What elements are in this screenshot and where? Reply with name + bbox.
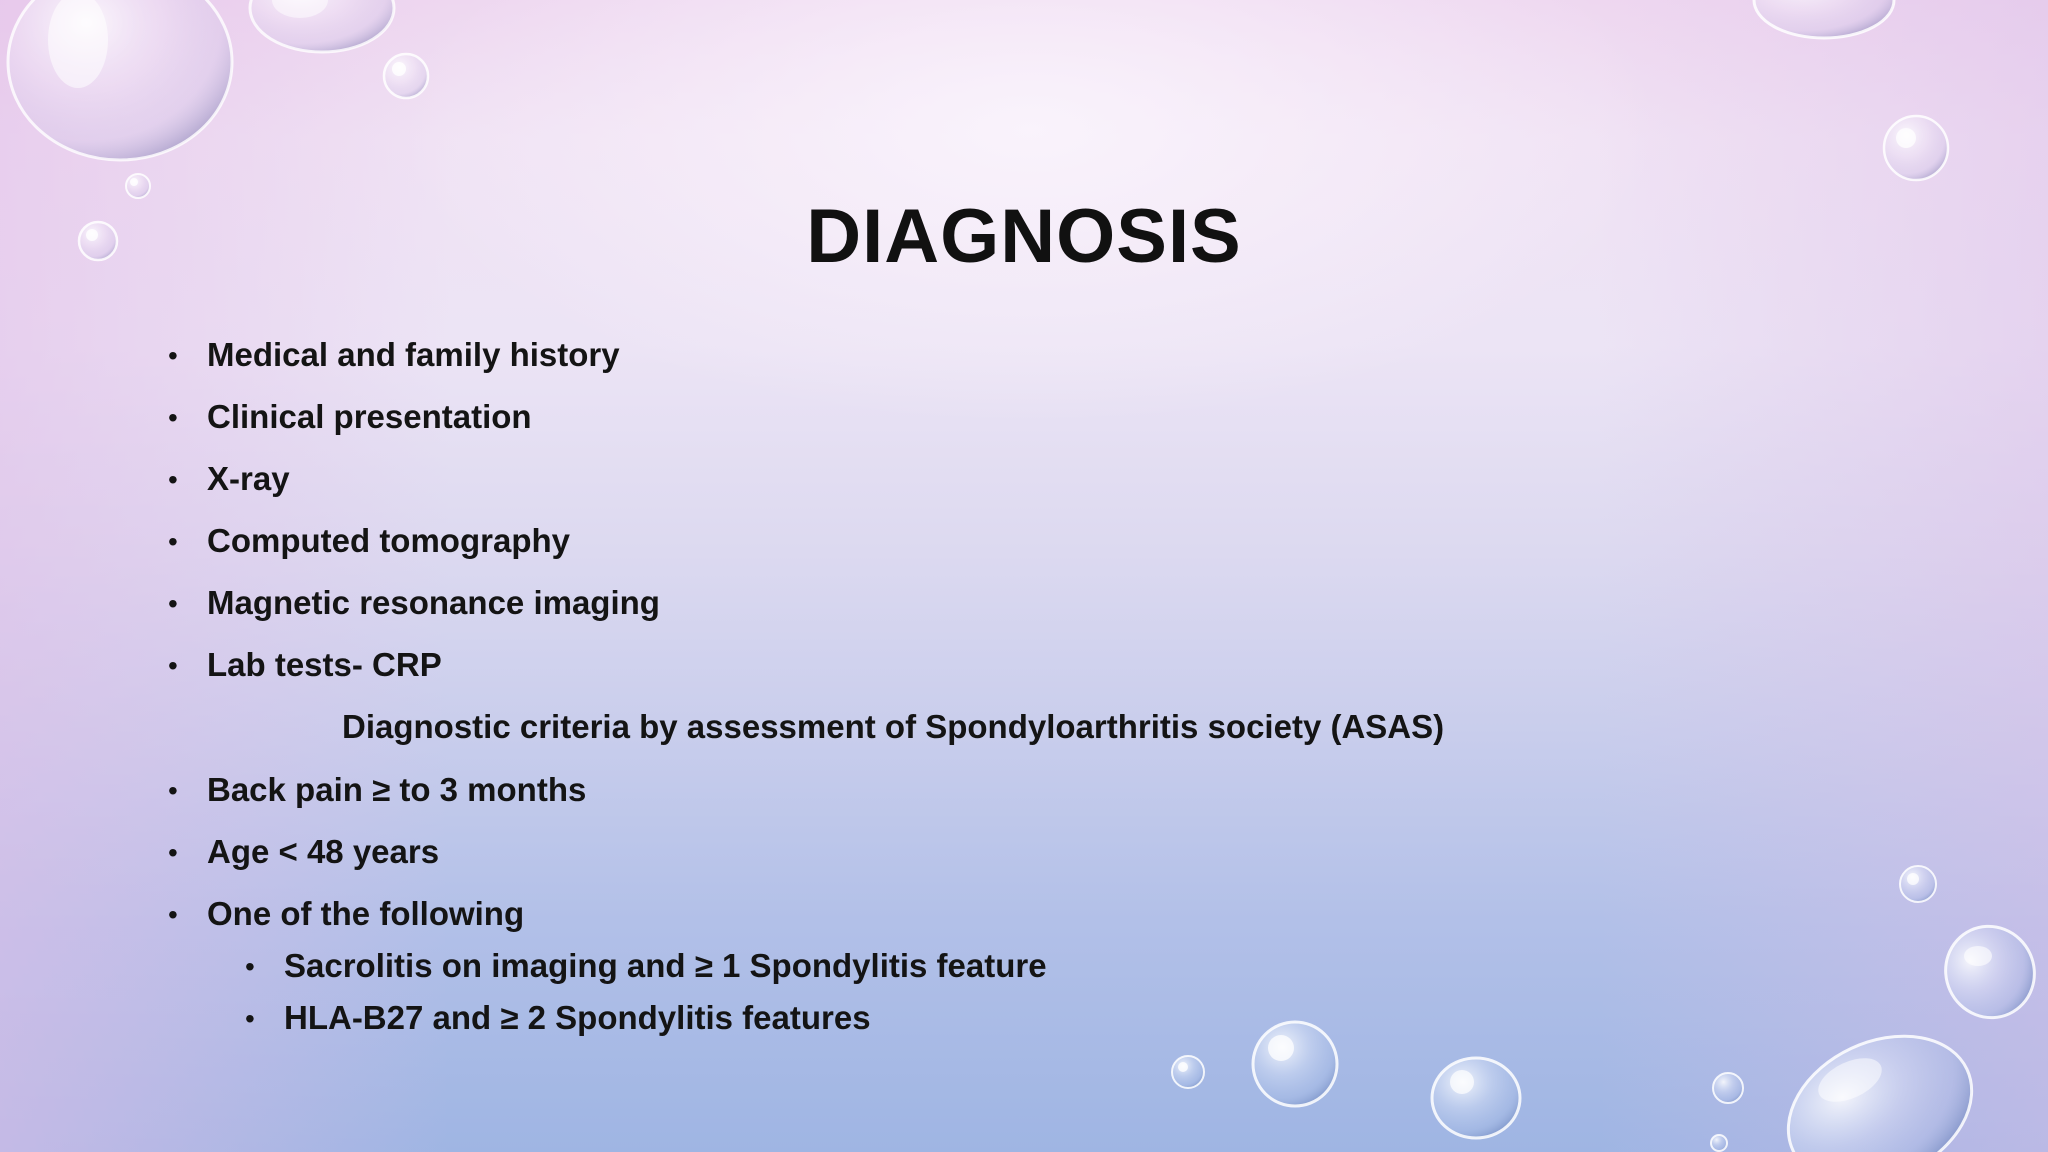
sub-criteria-text: Sacrolitis on imaging and ≥ 1 Spondylitis feature [284, 947, 1047, 984]
bullet-text: Computed tomography [207, 522, 570, 559]
bullet-text: Clinical presentation [207, 398, 532, 435]
criteria-text: Age < 48 years [207, 833, 440, 870]
bullet-dot-icon: • [245, 1003, 255, 1034]
bullet-dot-icon: • [168, 899, 178, 930]
bullet-text: X-ray [207, 460, 290, 497]
sub-criteria-text: HLA-B27 and ≥ 2 Spondylitis features [284, 999, 871, 1036]
bullet-dot-icon: • [168, 837, 178, 868]
bullet-dot-icon: • [168, 650, 178, 681]
bullet-dot-icon: • [168, 526, 178, 557]
bullet-dot-icon: • [168, 775, 178, 806]
criteria-subheading: Diagnostic criteria by assessment of Spondyloarthritis society (ASAS) [342, 708, 1445, 745]
bullet-dot-icon: • [168, 402, 178, 433]
bullet-text: Lab tests- CRP [207, 646, 442, 683]
criteria-text: Back pain ≥ to 3 months [207, 771, 587, 808]
bullet-dot-icon: • [245, 951, 255, 982]
bullet-dot-icon: • [168, 464, 178, 495]
bullet-text: Medical and family history [207, 336, 620, 373]
slide-title: DIAGNOSIS [806, 194, 1242, 279]
bullet-text: Magnetic resonance imaging [207, 584, 660, 621]
bullet-dot-icon: • [168, 588, 178, 619]
bullet-dot-icon: • [168, 340, 178, 371]
criteria-text: One of the following [207, 895, 525, 932]
